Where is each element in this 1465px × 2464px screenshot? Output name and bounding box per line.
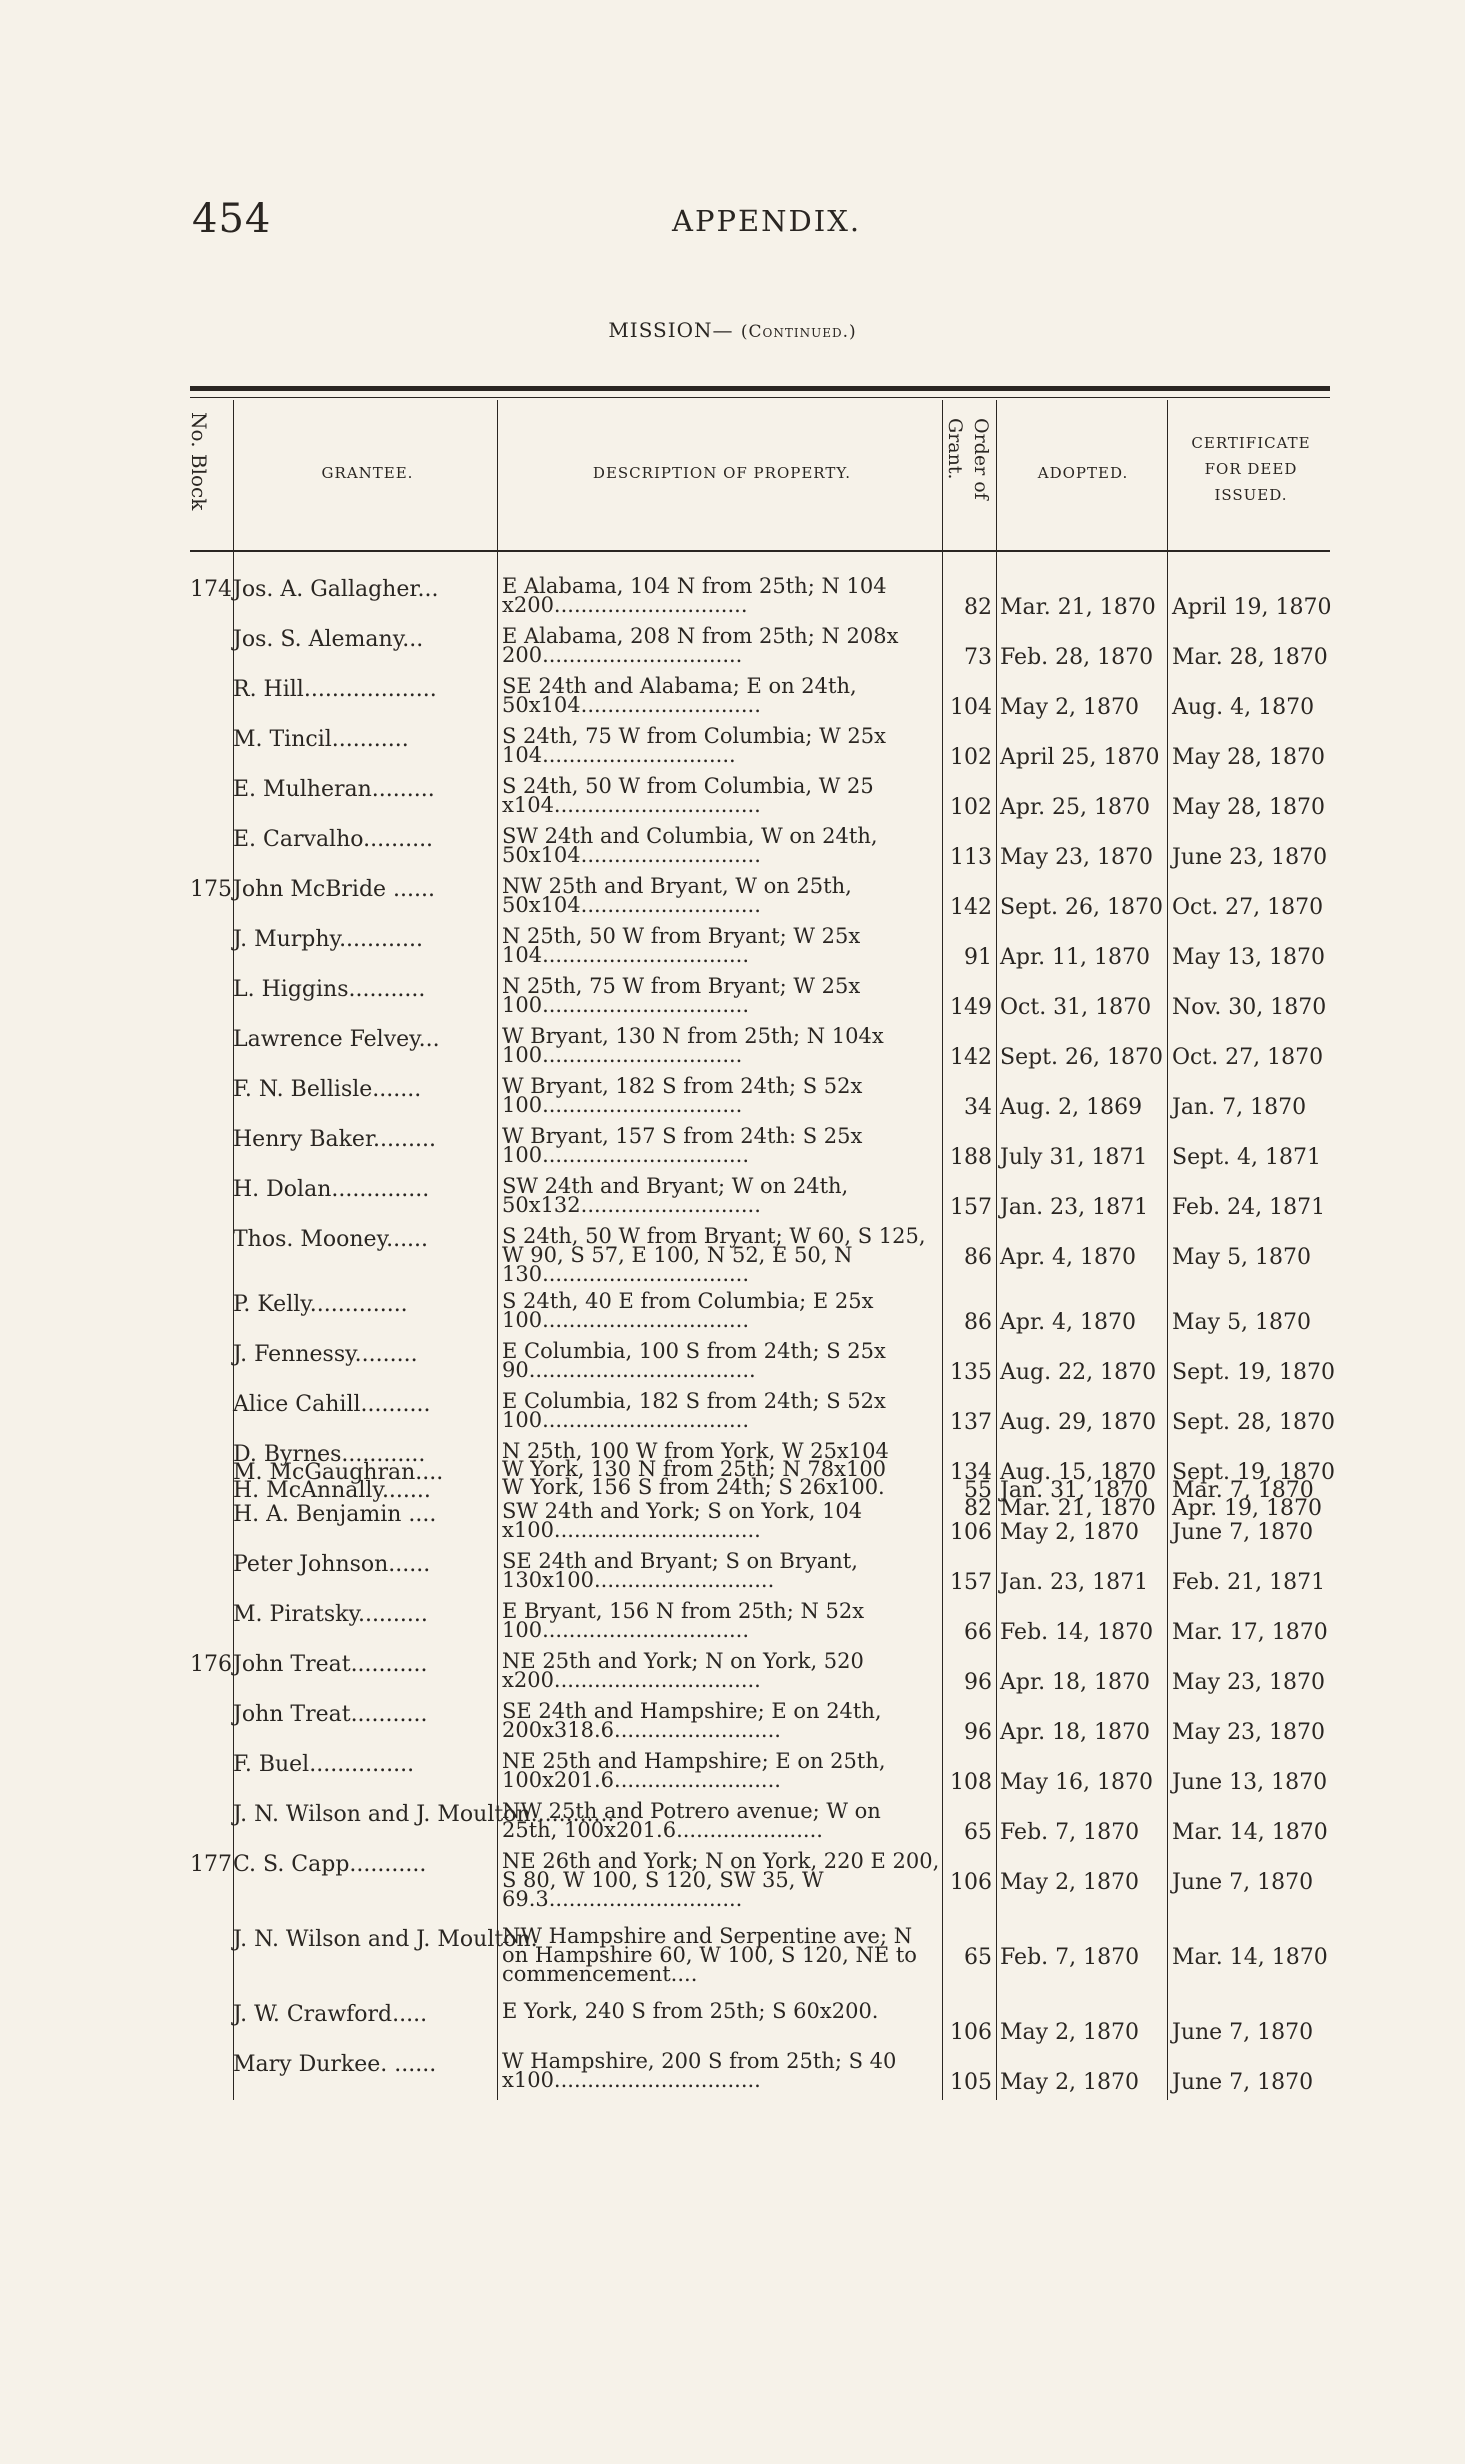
certificate-date: May 28, 1870 <box>1172 745 1326 770</box>
grantee-name: H. McAnnally....... <box>233 1478 431 1503</box>
certificate-date: Oct. 27, 1870 <box>1172 1045 1324 1070</box>
block-number: 175 <box>190 877 232 902</box>
order-of-grant: 142 <box>950 895 992 920</box>
order-of-grant: 104 <box>950 695 992 720</box>
adopted-date: May 2, 1870 <box>1000 1520 1140 1545</box>
adopted-date: Apr. 18, 1870 <box>1000 1720 1151 1745</box>
order-of-grant: 142 <box>950 1045 992 1070</box>
certificate-date: June 23, 1870 <box>1172 845 1328 870</box>
grantee-name: F. N. Bellisle....... <box>233 1077 422 1102</box>
order-of-grant: 82 <box>964 1496 992 1521</box>
property-description: NE 26th and York; N on York, 220 E 200, S 80, W 100, S 120, SW 35, W 69.3............................. <box>502 1849 940 1911</box>
adopted-date: Feb. 14, 1870 <box>1000 1620 1154 1645</box>
certificate-date: Jan. 7, 1870 <box>1172 1095 1307 1120</box>
column-header-certificate: CERTIFICATE FOR DEED ISSUED. <box>1191 434 1311 504</box>
certificate-date: Apr. 19, 1870 <box>1172 1496 1323 1521</box>
property-description: W Bryant, 157 S from 24th: S 25x 100............................... <box>502 1124 863 1167</box>
certificate-date: Aug. 4, 1870 <box>1172 695 1315 720</box>
order-of-grant: 157 <box>950 1195 992 1220</box>
grantee-name: Lawrence Felvey... <box>233 1027 440 1052</box>
order-of-grant: 91 <box>964 945 992 970</box>
certificate-date: June 7, 1870 <box>1172 2070 1314 2095</box>
column-header-block: No. Block <box>187 412 211 511</box>
property-description: NW 25th and Potrero avenue; W on 25th, 100x201.6...................... <box>502 1799 881 1842</box>
grantee-name: Jos. A. Gallagher... <box>233 577 439 602</box>
order-of-grant: 82 <box>964 595 992 620</box>
grantee-name: F. Buel............... <box>233 1752 415 1777</box>
property-description: E Columbia, 100 S from 24th; S 25x 90.................................. <box>502 1339 886 1382</box>
adopted-date: Jan. 31, 1870 <box>1000 1478 1149 1503</box>
certificate-date: Sept. 19, 1870 <box>1172 1360 1335 1385</box>
block-number: 176 <box>190 1652 232 1677</box>
certificate-date: Mar. 14, 1870 <box>1172 1820 1328 1845</box>
adopted-date: Apr. 11, 1870 <box>1000 945 1151 970</box>
order-of-grant: 86 <box>964 1245 992 1270</box>
certificate-date: May 23, 1870 <box>1172 1720 1326 1745</box>
grantee-name: L. Higgins........... <box>233 977 426 1002</box>
running-head: APPENDIX. <box>672 204 862 238</box>
certificate-date: June 13, 1870 <box>1172 1770 1328 1795</box>
grantee-name: J. Murphy............ <box>233 927 423 952</box>
certificate-date: Oct. 27, 1870 <box>1172 895 1324 920</box>
order-of-grant: 113 <box>950 845 992 870</box>
adopted-date: Aug. 29, 1870 <box>1000 1410 1157 1435</box>
adopted-date: Jan. 23, 1871 <box>1000 1570 1149 1595</box>
adopted-date: Jan. 23, 1871 <box>1000 1195 1149 1220</box>
grantee-name: Mary Durkee. ...... <box>233 2052 437 2077</box>
adopted-date: May 2, 1870 <box>1000 2070 1140 2095</box>
property-description: E York, 240 S from 25th; S 60x200. <box>502 1999 879 2023</box>
property-description: E Columbia, 182 S from 24th; S 52x 100............................... <box>502 1389 886 1432</box>
property-description: SE 24th and Bryant; S on Bryant, 130x100........................... <box>502 1549 858 1592</box>
adopted-date: Sept. 26, 1870 <box>1000 1045 1163 1070</box>
adopted-date: Apr. 4, 1870 <box>1000 1245 1137 1270</box>
property-description: SE 24th and Hampshire; E on 24th, 200x318.6......................... <box>502 1699 882 1742</box>
property-description: SW 24th and Columbia, W on 24th, 50x104........................... <box>502 824 878 867</box>
certificate-date: June 7, 1870 <box>1172 1870 1314 1895</box>
adopted-date: July 31, 1871 <box>1000 1145 1148 1170</box>
order-of-grant: 66 <box>964 1620 992 1645</box>
adopted-date: April 25, 1870 <box>1000 745 1160 770</box>
order-of-grant: 86 <box>964 1310 992 1335</box>
grantee-name: C. S. Capp........... <box>233 1852 427 1877</box>
certificate-date: Nov. 30, 1870 <box>1172 995 1327 1020</box>
section-title-text: MISSION— <box>608 318 734 342</box>
order-of-grant: 55 <box>964 1478 992 1503</box>
block-number: 177 <box>190 1852 232 1877</box>
property-description: NE 25th and Hampshire; E on 25th, 100x201.6......................... <box>502 1749 886 1792</box>
grantee-name: J. W. Crawford..... <box>233 2002 428 2027</box>
property-description: SE 24th and Alabama; E on 24th, 50x104........................... <box>502 674 857 717</box>
property-description: E Alabama, 104 N from 25th; N 104 x200............................. <box>502 574 887 617</box>
order-of-grant: 106 <box>950 1520 992 1545</box>
certificate-date: May 5, 1870 <box>1172 1310 1312 1335</box>
adopted-date: Feb. 28, 1870 <box>1000 645 1154 670</box>
order-of-grant: 96 <box>964 1670 992 1695</box>
order-of-grant: 137 <box>950 1410 992 1435</box>
grantee-name: E. Mulheran......... <box>233 777 435 802</box>
adopted-date: Feb. 7, 1870 <box>1000 1820 1140 1845</box>
grantee-name: H. A. Benjamin .... <box>233 1502 437 1527</box>
adopted-date: Apr. 18, 1870 <box>1000 1670 1151 1695</box>
grantee-name: Henry Baker......... <box>233 1127 436 1152</box>
order-of-grant: 102 <box>950 795 992 820</box>
grantee-name: D. Byrnes............ <box>233 1442 426 1467</box>
property-description: NE 25th and York; N on York, 520 x200............................... <box>502 1649 864 1692</box>
column-header-description: DESCRIPTION OF PROPERTY. <box>592 464 852 482</box>
adopted-date: Mar. 21, 1870 <box>1000 595 1156 620</box>
grantee-name: M. Piratsky.......... <box>233 1602 428 1627</box>
grantee-name: John Treat........... <box>233 1702 428 1727</box>
order-of-grant: 65 <box>964 1820 992 1845</box>
column-header-adopted: ADOPTED. <box>1037 464 1129 482</box>
adopted-date: May 16, 1870 <box>1000 1770 1154 1795</box>
grantee-name: J. N. Wilson and J. Moulton............ <box>233 1802 615 1827</box>
column-header-grantee: GRANTEE. <box>321 464 414 482</box>
order-of-grant: 34 <box>964 1095 992 1120</box>
property-description: NW 25th and Bryant, W on 25th, 50x104........................... <box>502 874 852 917</box>
order-of-grant: 65 <box>964 1945 992 1970</box>
adopted-date: Apr. 25, 1870 <box>1000 795 1151 820</box>
property-description: E Bryant, 156 N from 25th; N 52x 100............................... <box>502 1599 865 1642</box>
grantee-name: R. Hill................... <box>233 677 437 702</box>
order-of-grant: 135 <box>950 1360 992 1385</box>
grantee-name: H. Dolan.............. <box>233 1177 430 1202</box>
certificate-date: Sept. 4, 1871 <box>1172 1145 1321 1170</box>
column-header-order: Order of Grant. <box>944 418 992 500</box>
certificate-date: Sept. 28, 1870 <box>1172 1410 1335 1435</box>
property-description: N 25th, 100 W from York, W 25x104 <box>502 1439 889 1463</box>
grantee-name: Jos. S. Alemany... <box>233 627 424 652</box>
adopted-date: May 2, 1870 <box>1000 1870 1140 1895</box>
property-description: W York, 156 S from 24th; S 26x100. <box>502 1475 885 1499</box>
certificate-date: June 7, 1870 <box>1172 1520 1314 1545</box>
grantee-name: Thos. Mooney...... <box>233 1227 429 1252</box>
grantee-name: M. McGaughran.... <box>233 1460 444 1485</box>
adopted-date: Oct. 31, 1870 <box>1000 995 1152 1020</box>
grantee-name: J. N. Wilson and J. Moulton. <box>233 1927 538 1952</box>
property-description: W Bryant, 130 N from 25th; N 104x 100.............................. <box>502 1024 884 1067</box>
property-description: W Hampshire, 200 S from 25th; S 40 x100............................... <box>502 2049 897 2092</box>
order-of-grant: 106 <box>950 1870 992 1895</box>
certificate-date: Sept. 19, 1870 <box>1172 1460 1335 1485</box>
adopted-date: Feb. 7, 1870 <box>1000 1945 1140 1970</box>
property-description: W Bryant, 182 S from 24th; S 52x 100.............................. <box>502 1074 863 1117</box>
certificate-date: May 28, 1870 <box>1172 795 1326 820</box>
property-description: S 24th, 50 W from Bryant; W 60, S 125, W 90, S 57, E 100, N 52, E 50, N 130............................... <box>502 1224 926 1286</box>
certificate-date: Mar. 14, 1870 <box>1172 1945 1328 1970</box>
adopted-date: May 2, 1870 <box>1000 695 1140 720</box>
order-of-grant: 105 <box>950 2070 992 2095</box>
adopted-date: Mar. 21, 1870 <box>1000 1496 1156 1521</box>
order-of-grant: 157 <box>950 1570 992 1595</box>
adopted-date: Apr. 4, 1870 <box>1000 1310 1137 1335</box>
grantee-name: Alice Cahill.......... <box>233 1392 431 1417</box>
certificate-date: Feb. 24, 1871 <box>1172 1195 1326 1220</box>
grantee-name: J. Fennessy......... <box>233 1342 418 1367</box>
certificate-date: May 13, 1870 <box>1172 945 1326 970</box>
order-of-grant: 73 <box>964 645 992 670</box>
adopted-date: Sept. 26, 1870 <box>1000 895 1163 920</box>
adopted-date: Aug. 22, 1870 <box>1000 1360 1157 1385</box>
property-description: S 24th, 50 W from Columbia, W 25 x104............................... <box>502 774 874 817</box>
property-description: E Alabama, 208 N from 25th; N 208x 200.............................. <box>502 624 899 667</box>
order-of-grant: 149 <box>950 995 992 1020</box>
section-title-continued: (Continued.) <box>740 322 857 342</box>
certificate-date: Mar. 7, 1870 <box>1172 1478 1314 1503</box>
property-description: SW 24th and York; S on York, 104 x100............................... <box>502 1499 863 1542</box>
property-description: S 24th, 40 E from Columbia; E 25x 100............................... <box>502 1289 874 1332</box>
block-number: 174 <box>190 577 232 602</box>
order-of-grant: 188 <box>950 1145 992 1170</box>
certificate-date: June 7, 1870 <box>1172 2020 1314 2045</box>
certificate-date: May 5, 1870 <box>1172 1245 1312 1270</box>
property-description: NW Hampshire and Serpentine ave; N on Hampshire 60, W 100, S 120, NE to commencement.... <box>502 1924 917 1986</box>
certificate-date: April 19, 1870 <box>1172 595 1332 620</box>
certificate-date: May 23, 1870 <box>1172 1670 1326 1695</box>
order-of-grant: 106 <box>950 2020 992 2045</box>
property-description: SW 24th and Bryant; W on 24th, 50x132........................... <box>502 1174 849 1217</box>
certificate-date: Feb. 21, 1871 <box>1172 1570 1326 1595</box>
adopted-date: May 23, 1870 <box>1000 845 1154 870</box>
grantee-name: John Treat........... <box>233 1652 428 1677</box>
grantee-name: Peter Johnson...... <box>233 1552 431 1577</box>
property-description: N 25th, 50 W from Bryant; W 25x 104............................... <box>502 924 861 967</box>
grantee-name: John McBride ...... <box>233 877 436 902</box>
grantee-name: M. Tincil........... <box>233 727 409 752</box>
order-of-grant: 102 <box>950 745 992 770</box>
page-number: 454 <box>192 196 272 242</box>
grantee-name: E. Carvalho.......... <box>233 827 434 852</box>
adopted-date: May 2, 1870 <box>1000 2020 1140 2045</box>
order-of-grant: 96 <box>964 1720 992 1745</box>
property-description: S 24th, 75 W from Columbia; W 25x 104............................. <box>502 724 886 767</box>
adopted-date: Aug. 2, 1869 <box>1000 1095 1143 1120</box>
property-description: N 25th, 75 W from Bryant; W 25x 100............................... <box>502 974 861 1017</box>
grantee-name: P. Kelly.............. <box>233 1292 408 1317</box>
certificate-date: Mar. 17, 1870 <box>1172 1620 1328 1645</box>
order-of-grant: 134 <box>950 1460 992 1485</box>
adopted-date: Aug. 15, 1870 <box>1000 1460 1157 1485</box>
order-of-grant: 108 <box>950 1770 992 1795</box>
property-description: W York, 130 N from 25th; N 78x100 <box>502 1457 887 1481</box>
certificate-date: Mar. 28, 1870 <box>1172 645 1328 670</box>
